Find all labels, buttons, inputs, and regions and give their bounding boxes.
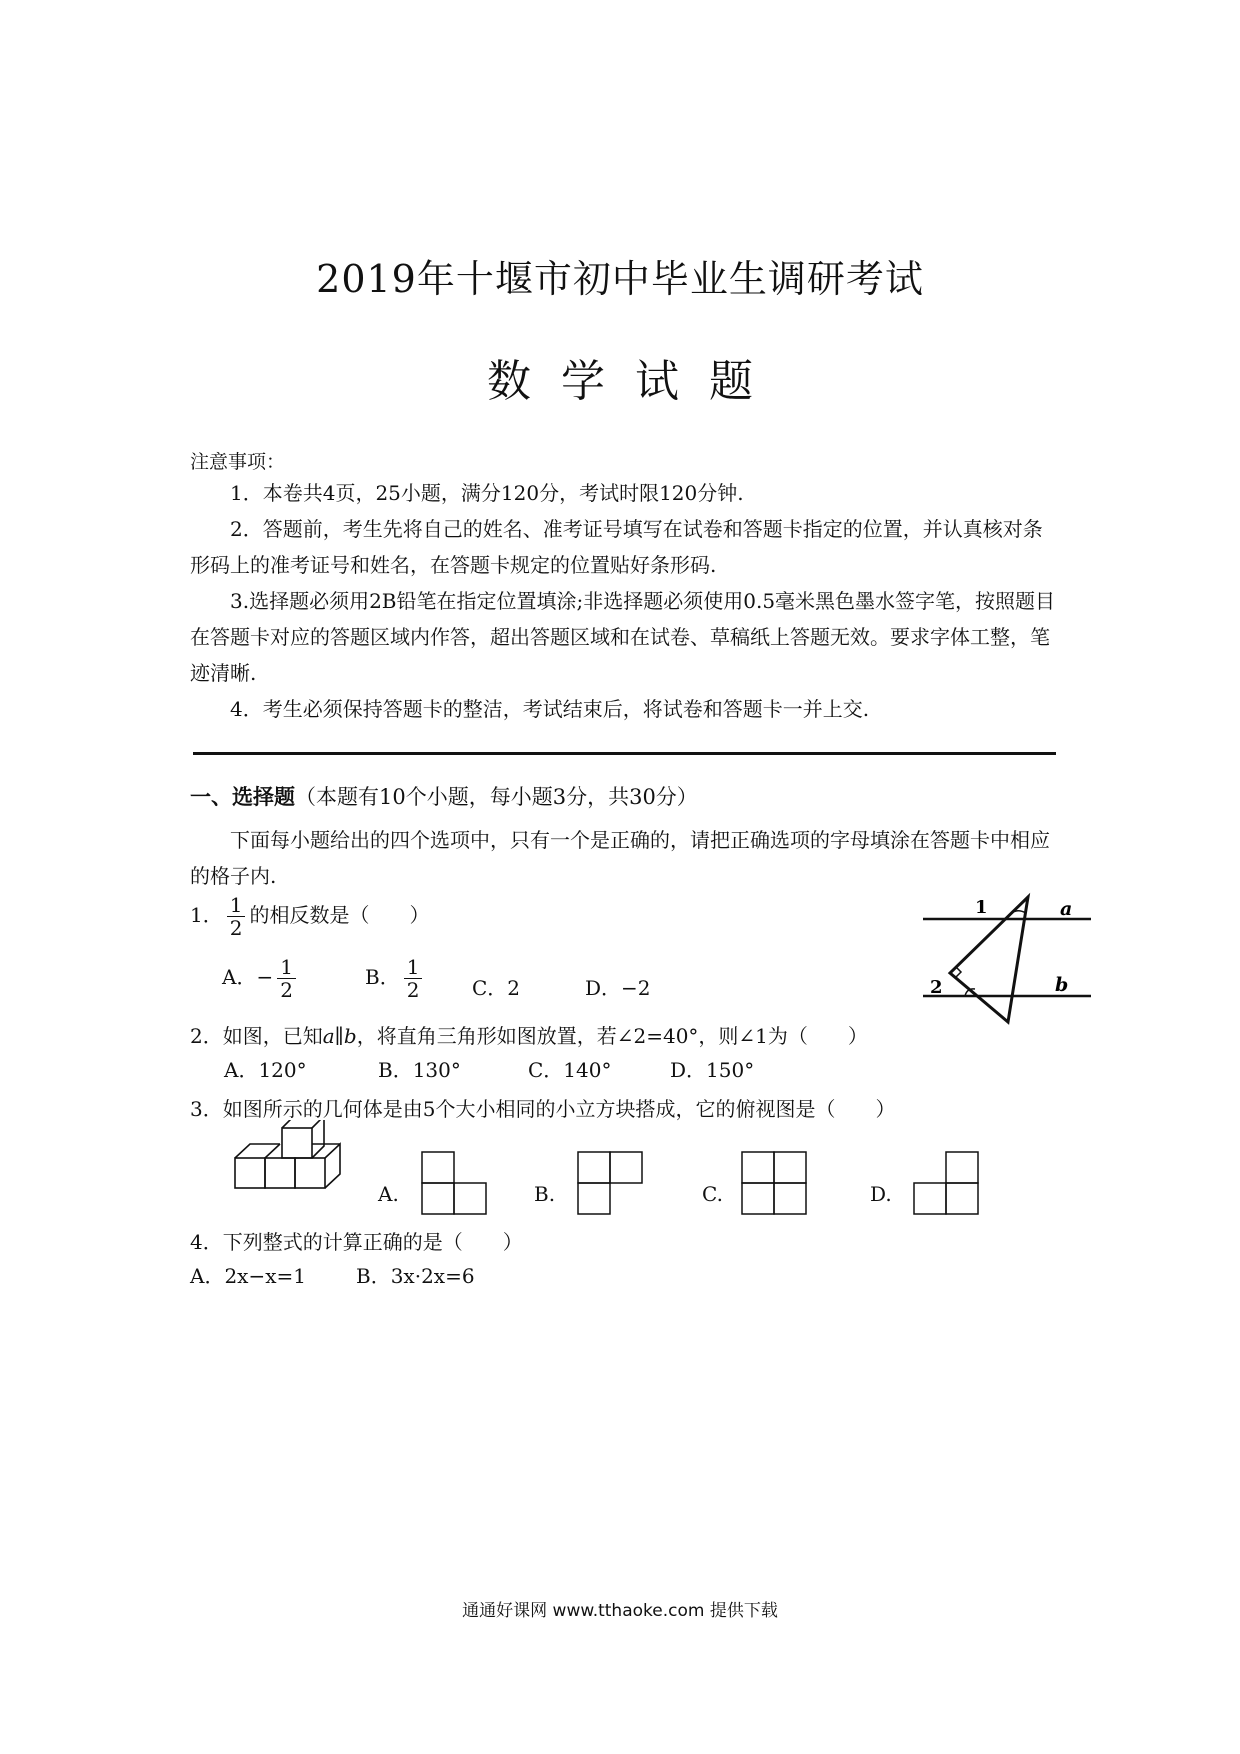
right-triangle: [950, 897, 1028, 1022]
section-note: （本题有10个小题，每小题3分，共30分）: [295, 785, 698, 809]
q2-option-b: B．130°: [378, 1058, 461, 1082]
q3-option-b-view: [576, 1150, 644, 1216]
notice-item-1: 1．本卷共4页，25小题，满分120分，考试时限120分钟.: [230, 481, 744, 505]
section-instruction: 下面每小题给出的四个选项中，只有一个是正确的，请把正确选项的字母填涂在答题卡中相应的格子内.: [190, 828, 1050, 888]
q1-stem: 的相反数是（ ）: [249, 903, 430, 927]
q1-fraction: $\frac{1}{2}$: [227, 894, 246, 939]
divider-rule: [193, 752, 1056, 755]
parallel-lines-triangle-figure: [915, 885, 1095, 1025]
exam-title: 2019年十堰市初中毕业生调研考试: [316, 257, 924, 301]
q1-option-d: D．−2: [585, 976, 651, 1000]
notice-item-2: 2．答题前，考生先将自己的姓名、准考证号填写在试卷和答题卡指定的位置，并认真核对条形码上的准考证号和姓名，在答题卡规定的位置贴好条形码.: [190, 517, 1043, 577]
right-angle-mark: [956, 967, 961, 977]
figure-label-1: 1: [975, 897, 988, 918]
q2-option-a: A．120°: [224, 1058, 307, 1082]
q1-option-b: B． $\frac{1}{2}$: [365, 956, 426, 1001]
figure-label-b: b: [1055, 974, 1069, 996]
notice-item-3: 3.选择题必须用2B铅笔在指定位置填涂;非选择题必须使用0.5毫米黑色墨水签字笔，按照题目在答题卡对应的答题区域内作答，超出答题区域和在试卷、草稿纸上答题无效。要求字体工整，笔迹清晰.: [190, 589, 1056, 685]
q3-option-a-label: A.: [378, 1182, 399, 1206]
figure-label-2: 2: [930, 977, 943, 998]
notice-heading: 注意事项：: [190, 451, 286, 473]
q4-option-a: A．2x−x=1: [190, 1264, 306, 1288]
q1-option-a: A．− $\frac{1}{2}$: [222, 956, 300, 1001]
q3-option-a-view: [420, 1150, 488, 1216]
q3-option-c-label: C.: [702, 1182, 723, 1206]
cube-solid-figure: [232, 1120, 347, 1215]
section-heading: [190, 781, 698, 811]
footer-credit: 通通好课网 www.tthaoke.com 提供下载: [462, 1601, 778, 1621]
q3-option-d-label: D.: [870, 1182, 892, 1206]
section-title: 一、选择题: [190, 785, 295, 809]
question-2: 2．如图，已知a∥b，将直角三角形如图放置，若∠2=40°，则∠1为（ ）: [190, 1024, 868, 1048]
q2-option-d: D．150°: [670, 1058, 755, 1082]
q3-option-d-view: [912, 1150, 980, 1216]
q4-option-b: B．3x·2x=6: [356, 1264, 475, 1288]
notice-item-4: 4．考生必须保持答题卡的整洁，考试结束后，将试卷和答题卡一并上交.: [230, 697, 870, 721]
question-3: 3．如图所示的几何体是由5个大小相同的小立方块搭成，它的俯视图是（ ）: [190, 1097, 896, 1121]
q3-option-b-label: B.: [534, 1182, 556, 1206]
q1-option-c: C．2: [472, 976, 521, 1000]
q2-option-c: C．140°: [528, 1058, 612, 1082]
question-1: [190, 894, 429, 939]
exam-subtitle: 数学试题: [487, 356, 783, 407]
q3-option-c-view: [740, 1150, 808, 1216]
figure-label-a: a: [1060, 898, 1073, 920]
q1-number: 1．: [190, 903, 223, 927]
question-4: 4．下列整式的计算正确的是（ ）: [190, 1230, 523, 1254]
